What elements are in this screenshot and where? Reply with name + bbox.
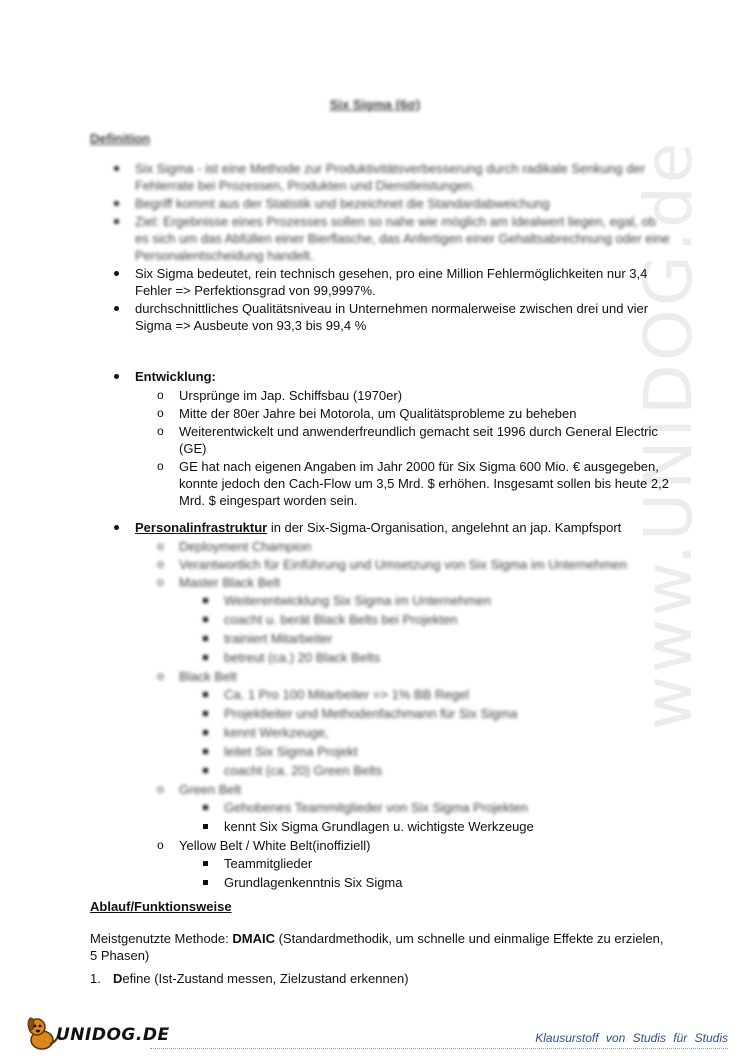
yellow-item: Teammitglieder	[112, 855, 692, 872]
entwicklung-item: o Weiterentwickelt und anwenderfreundlich gemacht seit 1996 durch General Electric (GE)	[112, 423, 672, 457]
yellow-item: Grundlagenkenntnis Six Sigma	[112, 874, 692, 891]
green-item-blurred: Gehobenes Teammitglieder von Six Sigma Projekten	[112, 799, 692, 816]
step-letter: D	[113, 971, 123, 986]
ablauf-heading: Ablauf/Funktionsweise	[90, 899, 232, 914]
method-name: DMAIC	[232, 931, 275, 946]
unidog-logo	[22, 1012, 170, 1052]
entwicklung-list	[112, 387, 672, 509]
role-deployment-desc	[112, 556, 692, 573]
roles-list-3	[112, 781, 692, 798]
entwicklung-item: o Ursprünge im Jap. Schiffsbau (1970er)	[112, 387, 672, 404]
master-item: trainiert Mitarbeiter	[112, 630, 692, 647]
definition-heading: Definition	[90, 131, 150, 146]
watermark: www.UNIDOG.de	[630, 139, 707, 730]
role-yellow: o Yellow Belt / White Belt(inoffiziell)	[112, 837, 692, 854]
footer-divider	[150, 1048, 728, 1049]
green-item: kennt Six Sigma Grundlagen u. wichtigste Werkzeuge	[112, 818, 692, 835]
role-label: o Master Black Belt	[179, 575, 281, 590]
personal-heading-bold: Personalinfrastruktur	[135, 520, 268, 535]
personal-heading	[112, 519, 692, 536]
method-paragraph	[90, 930, 670, 964]
definition-item-blurred: Six Sigma - ist eine Methode zur Produktivitätsverbesserung durch radikale Senkung der Fehlerrate bei Prozessen, Produkten und Dienstleistungen.	[112, 160, 672, 194]
master-item: coacht u. berät Black Belts bei Projekten	[112, 611, 692, 628]
page-title: Six Sigma (6σ)	[329, 97, 421, 112]
personal-section	[112, 519, 692, 893]
role-desc: o Verantwortlich für Einführung und Umsetzung von Six Sigma im Unternehmen	[179, 557, 627, 572]
method-rest: (Standardmethodik, um schnelle und einmalige Effekte zu erzielen, 5 Phasen)	[90, 931, 664, 963]
black-item: coacht (ca. 20) Green Belts	[112, 762, 692, 779]
entwicklung-item: o GE hat nach eigenen Angaben im Jahr 2000 für Six Sigma 600 Mio. € ausgegeben, konnte jedoch den Cach-Flow um 3,5 Mrd. $ erhöhen. Insgesamt sollen bis heute 2,2 Mrd. $ eingespart worden sein.	[112, 458, 672, 509]
role-master	[112, 574, 692, 591]
entwicklung-section	[112, 368, 672, 510]
master-item: Weiterentwicklung Six Sigma im Unternehmen	[112, 592, 692, 609]
role-label: o Deployment Champion	[179, 539, 312, 554]
footer-tagline: Klausurstoff von Studis für Studis	[535, 1031, 728, 1045]
roles-list-4	[112, 837, 692, 854]
master-list	[112, 592, 692, 666]
black-item: leitet Six Sigma Projekt	[112, 743, 692, 760]
definition-item: durchschnittliches Qualitätsniveau in Unternehmen normalerweise zwischen drei und vier Sigma => Ausbeute von 93,3 bis 99,4 %	[112, 300, 672, 334]
personal-heading-rest: in der Six-Sigma-Organisation, angelehnt an jap. Kampfsport	[267, 520, 622, 535]
entwicklung-heading: Entwicklung:	[112, 368, 672, 385]
definition-item: Six Sigma bedeutet, rein technisch gesehen, pro eine Million Fehlermöglichkeiten nur 3,4 Fehler => Perfektionsgrad von 99,9997%.	[112, 265, 672, 299]
yellow-list	[112, 855, 692, 891]
green-list	[112, 799, 692, 835]
black-list	[112, 686, 692, 779]
definition-item-blurred: Begriff kommt aus der Statistik und bezeichnet die Standardabweichung	[112, 195, 672, 212]
roles-list-2	[112, 668, 692, 685]
role-black: o Black Belt	[112, 668, 692, 685]
master-item: betreut (ca.) 20 Black Belts	[112, 649, 692, 666]
black-item: kennt Werkzeuge,	[112, 724, 692, 741]
role-deployment	[112, 538, 692, 555]
roles-list	[112, 538, 692, 591]
step-text: efine (Ist-Zustand messen, Zielzustand erkennen)	[122, 971, 409, 986]
entwicklung-item: o Mitte der 80er Jahre bei Motorola, um Qualitätsprobleme zu beheben	[112, 405, 672, 422]
definition-list	[112, 160, 672, 335]
logo-text: UNIDOG.DE	[56, 1025, 170, 1045]
step-number: 1.	[90, 971, 101, 986]
method-prefix: Meistgenutzte Methode:	[90, 931, 233, 946]
definition-item-blurred: Ziel: Ergebnisse eines Prozesses sollen so nahe wie möglich am Idealwert liegen, egal, ob es sich um das Abfüllen einer Bierflasche, das Anfertigen einer Gehaltsabrechnung oder eine Personalentscheidung handelt.	[112, 213, 672, 264]
step-define	[90, 970, 409, 987]
role-green: o Green Belt	[112, 781, 692, 798]
black-item: Projektleiter und Methodenfachmann für Six Sigma	[112, 705, 692, 722]
black-item: Ca. 1 Pro 100 Mitarbeiter => 1% BB Regel	[112, 686, 692, 703]
